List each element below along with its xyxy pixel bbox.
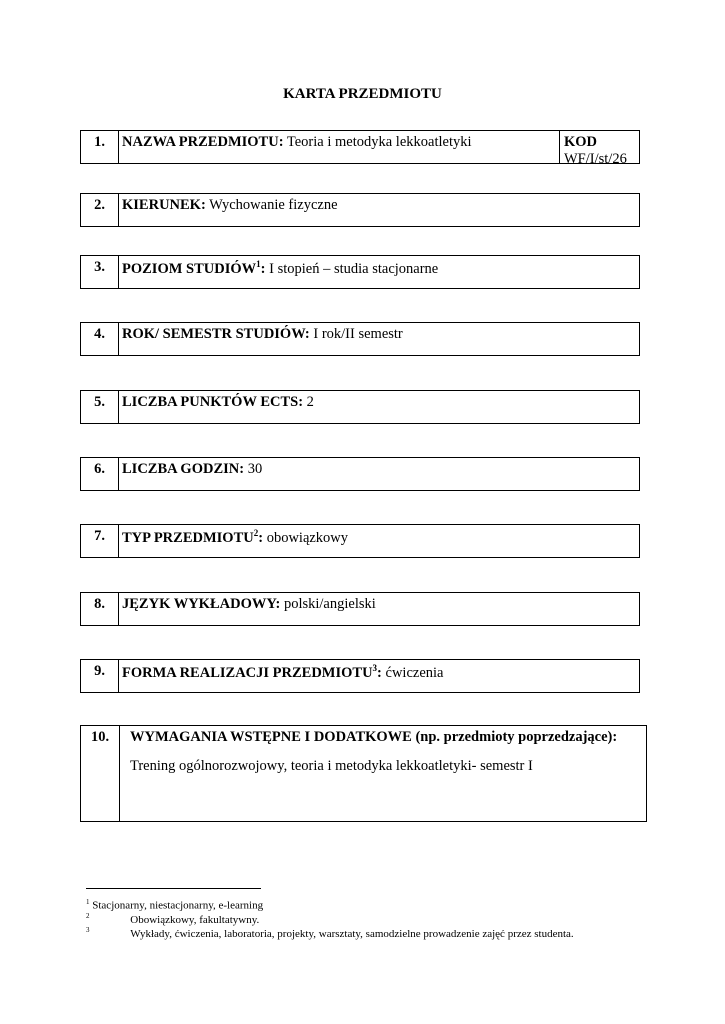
footnote-marker: 3 xyxy=(86,926,90,934)
code-cell xyxy=(559,131,639,167)
field-label: TYP PRZEDMIOTU xyxy=(122,529,254,546)
row-number: 1. xyxy=(81,131,119,163)
field-value: Wychowanie fizyczne xyxy=(205,197,338,213)
field-value: 2 xyxy=(303,394,314,410)
row-number: 6. xyxy=(81,458,119,490)
row-number: 9. xyxy=(81,660,119,692)
row-study-level xyxy=(80,255,640,289)
code-label: KOD xyxy=(564,134,598,150)
row-year-semester xyxy=(80,322,640,356)
row-number: 3. xyxy=(81,256,119,288)
field-label: LICZBA GODZIN: xyxy=(122,461,245,477)
field-label: KIERUNEK: xyxy=(122,197,206,213)
footnote-ref: 1 xyxy=(256,259,261,269)
field-label: JĘZYK WYKŁADOWY: xyxy=(122,596,281,612)
row-language xyxy=(80,592,640,626)
footnote-text: Wykłady, ćwiczenia, laboratoria, projekty, warsztaty, samodzielne prowadzenie zajęć przez studenta. xyxy=(130,927,574,940)
row-prerequisites xyxy=(80,725,647,822)
label-colon: : xyxy=(260,260,266,277)
field-value: obowiązkowy xyxy=(263,529,349,546)
field-value: I rok/II semestr xyxy=(309,326,403,342)
field-value: Trening ogólnorozwojowy, teoria i metodyka lekkoatletyki- semestr I xyxy=(130,758,533,774)
row-field-of-study xyxy=(80,193,640,227)
field-value: I stopień – studia stacjonarne xyxy=(265,260,439,277)
field-value: 30 xyxy=(244,461,263,477)
field-label: POZIOM STUDIÓW xyxy=(122,260,257,277)
page-title: KARTA PRZEDMIOTU xyxy=(283,86,442,102)
row-number: 10. xyxy=(81,726,120,821)
row-number: 8. xyxy=(81,593,119,625)
footnote-marker: 2 xyxy=(86,912,90,920)
field-label: LICZBA PUNKTÓW ECTS: xyxy=(122,394,304,410)
field-label: WYMAGANIA WSTĘPNE I DODATKOWE (np. przedmioty poprzedzające): xyxy=(130,729,618,745)
row-course-form xyxy=(80,659,640,693)
row-course-name xyxy=(80,130,640,167)
row-number: 7. xyxy=(81,525,119,557)
row-number: 2. xyxy=(81,194,119,226)
row-hours xyxy=(80,457,640,491)
field-value: polski/angielski xyxy=(280,596,376,612)
field-label: ROK/ SEMESTR STUDIÓW: xyxy=(122,326,310,342)
footnote-text: Stacjonarny, niestacjonarny, e-learning xyxy=(92,899,264,912)
field-value: Teoria i metodyka lekkoatletyki xyxy=(283,134,472,150)
row-number: 4. xyxy=(81,323,119,355)
row-ects xyxy=(80,390,640,424)
footnote xyxy=(86,924,574,941)
footnote-marker: 1 xyxy=(86,898,90,906)
footnote-divider xyxy=(86,888,261,889)
field-value: ćwiczenia xyxy=(381,664,444,681)
footnote-ref: 2 xyxy=(253,528,259,538)
row-course-type xyxy=(80,524,640,558)
field-label: FORMA REALIZACJI PRZEDMIOTU xyxy=(122,664,373,681)
label-colon: : xyxy=(377,664,382,681)
footnote-text: Obowiązkowy, fakultatywny. xyxy=(130,913,260,926)
label-colon: : xyxy=(258,529,264,546)
field-label: NAZWA PRZEDMIOTU: xyxy=(122,134,284,150)
footnote-ref: 3 xyxy=(372,663,378,673)
code-value: WF/I/st/26 xyxy=(564,151,627,167)
row-number: 5. xyxy=(81,391,119,423)
